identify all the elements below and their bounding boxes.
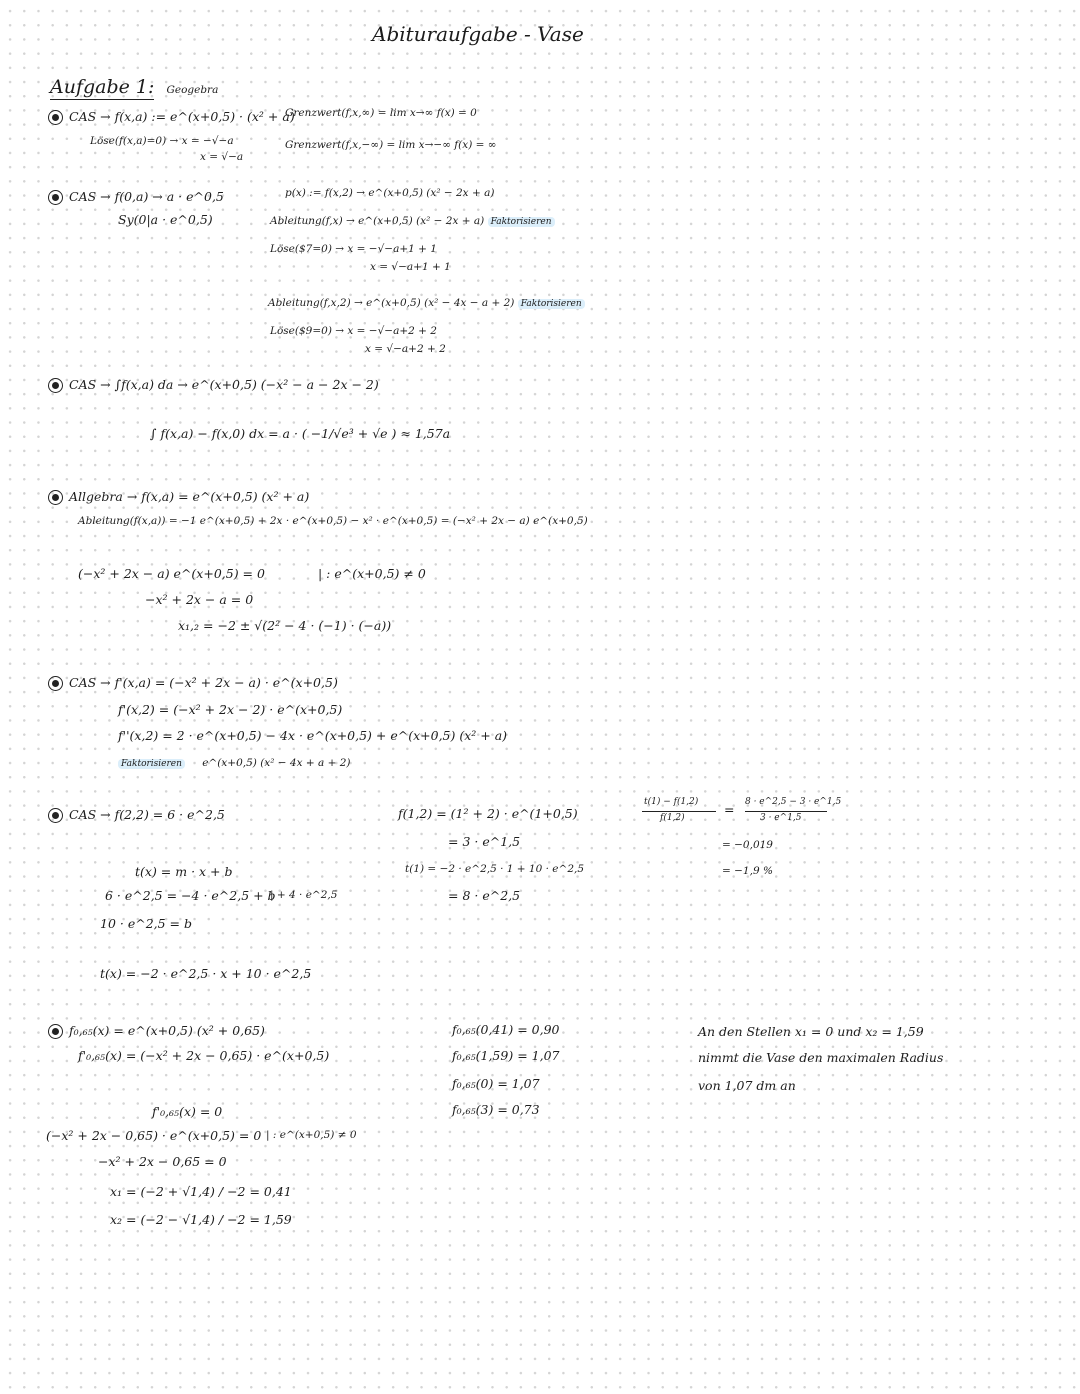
part-g-v2: f₀,₆₅(1,59) = 1,07 [452,1048,560,1063]
part-d-line3b: | : e^(x+0,5) ≠ 0 [318,566,426,581]
part-g-marker-icon [48,1024,63,1039]
part-a-limit2: Grenzwert(f,x,−∞) = lim x→−∞ f(x) = ∞ [285,139,497,151]
part-g-line2: f'₀,₆₅(x) = (−x² + 2x − 0,65) · e^(x+0,5) [78,1048,330,1063]
part-f-t2b: | + 4 · e^2,5 [270,889,338,901]
part-g-line6: x₁ = (−2 + √1,4) / −2 = 0,41 [110,1184,292,1199]
part-b-p7: x = √−a+2 + 2 [365,343,446,355]
part-d-marker-icon [48,490,63,505]
task-heading [50,78,218,97]
part-e-line4-note: Faktorisieren [118,759,185,769]
part-f-ratio-den2: 3 · e^1,5 [760,813,802,823]
part-a-line2: Löse(f(x,a)=0) → x = −√−a [90,135,234,147]
part-d-line3: (−x² + 2x − a) e^(x+0,5) = 0 [78,566,265,581]
part-f-line1 [48,808,225,823]
part-f-ratio-bar2 [745,811,827,812]
task-heading-tool: Geogebra [166,84,219,96]
part-g-v1: f₀,₆₅(0,41) = 0,90 [452,1022,560,1037]
part-a-limit1: Grenzwert(f,x,∞) = lim x→∞ f(x) = 0 [285,107,477,119]
part-b-p3: Löse($7=0) → x = −√−a+1 + 1 [270,243,437,255]
part-c-line2: ∫ f(x,a) − f(x,0) dx = a · ( −1/√e³ + √e ) ≈ 1,57a [150,426,451,441]
part-b-p6: Löse($9=0) → x = −√−a+2 + 2 [270,325,437,337]
part-e-line1-text: CAS → f'(x,a) = (−x² + 2x − a) · e^(x+0,5) [69,675,338,690]
page-title: Abituraufgabe - Vase [372,22,584,46]
part-b-line2: Sy(0|a · e^0,5) [118,212,213,227]
part-g-line1 [48,1024,265,1039]
part-e-line4 [118,758,351,769]
part-f-line1-text: CAS → f(2,2) = 6 · e^2,5 [69,807,225,822]
part-f-t1: t(x) = m · x + b [135,864,233,879]
part-b-line1-text: CAS → f(0,a) → a · e^0,5 [69,189,224,204]
part-c-line1 [48,378,379,393]
part-b-p4: x = √−a+1 + 1 [370,261,451,273]
part-d-line1 [48,490,309,505]
part-b-p5-text: Ableitung(f,x,2) → e^(x+0,5) (x² − 4x − a + 2) [268,297,515,309]
part-a-line1-text: CAS → f(x,a) := e^(x+0,5) · (x² + a) [69,109,295,124]
part-f-m4: = 8 · e^2,5 [448,888,521,903]
part-g-answer3: von 1,07 dm an [698,1078,796,1093]
part-g-answer1: An den Stellen x₁ = 0 und x₂ = 1,59 [698,1024,924,1039]
part-a-line3: x = √−a [200,151,244,163]
part-b-p2-text: Ableitung(f,x) → e^(x+0,5) (x² − 2x + a) [270,215,485,227]
part-b-p5-note: Faktorisieren [518,299,585,309]
part-d-line1-text: Allgebra → f(x,a) = e^(x+0,5) (x² + a) [69,489,310,504]
part-c-line1-text: CAS → ∫f(x,a) da → e^(x+0,5) (−x² − a − 2x − 2) [69,377,379,392]
part-a-line1 [48,110,295,125]
part-g-line4b: | : e^(x+0,5) ≠ 0 [266,1129,357,1141]
part-f-equals: = [724,802,735,817]
part-g-v3: f₀,₆₅(0) = 1,07 [452,1076,540,1091]
part-g-v4: f₀,₆₅(3) = 0,73 [452,1102,540,1117]
part-f-r1: = −0,019 [722,839,773,851]
part-d-line2: Ableitung(f(x,a)) = −1 e^(x+0,5) + 2x · e^(x+0,5) − x² · e^(x+0,5) = (−x² + 2x − a) e^(x+0,5) [78,515,588,527]
part-f-t4: t(x) = −2 · e^2,5 · x + 10 · e^2,5 [100,966,312,981]
part-e-line1 [48,676,338,691]
part-f-ratio-den: f(1,2) [660,813,685,823]
part-f-ratio-bar [642,811,716,812]
part-e-marker-icon [48,676,63,691]
part-d-line5: x₁,₂ = −2 ± √(2² − 4 · (−1) · (−a)) [178,618,392,633]
part-b-p1: p(x) := f(x,2) → e^(x+0,5) (x² − 2x + a) [285,187,495,199]
part-f-m3: t(1) = −2 · e^2,5 · 1 + 10 · e^2,5 [405,863,585,875]
part-c-marker-icon [48,378,63,393]
part-e-line4-text: e^(x+0,5) (x² − 4x + a + 2) [202,757,351,769]
part-e-line3: f''(x,2) = 2 · e^(x+0,5) − 4x · e^(x+0,5) + e^(x+0,5) (x² + a) [118,728,508,743]
part-e-line2: f'(x,2) = (−x² + 2x − 2) · e^(x+0,5) [118,702,343,717]
part-f-t3: 10 · e^2,5 = b [100,916,192,931]
part-b-p2 [270,216,555,227]
part-b-marker-icon [48,190,63,205]
part-a-marker-icon [48,110,63,125]
part-f-m2: = 3 · e^1,5 [448,834,521,849]
part-f-m1: f(1,2) = (1² + 2) · e^(1+0,5) [398,806,578,821]
part-d-line4: −x² + 2x − a = 0 [145,592,254,607]
part-f-r2: = −1,9 % [722,865,773,877]
part-g-line4: (−x² + 2x − 0,65) · e^(x+0,5) = 0 [46,1128,262,1143]
part-g-line5: −x² + 2x − 0,65 = 0 [98,1154,227,1169]
part-b-line1 [48,190,224,205]
part-g-line7: x₂ = (−2 − √1,4) / −2 = 1,59 [110,1212,292,1227]
part-f-t2: 6 · e^2,5 = −4 · e^2,5 + b [105,888,276,903]
part-f-ratio-num2: 8 · e^2,5 − 3 · e^1,5 [745,797,842,807]
task-heading-label: Aufgabe 1: [50,76,155,98]
part-b-p2-note: Faktorisieren [488,217,555,227]
part-f-ratio-num: t(1) − f(1,2) [644,797,699,807]
part-f-marker-icon [48,808,63,823]
part-b-p5 [268,298,585,309]
part-g-line3: f'₀,₆₅(x) = 0 [152,1104,223,1119]
part-g-line1-text: f₀,₆₅(x) = e^(x+0,5) (x² + 0,65) [69,1023,265,1038]
part-g-answer2: nimmt die Vase den maximalen Radius [698,1050,944,1065]
